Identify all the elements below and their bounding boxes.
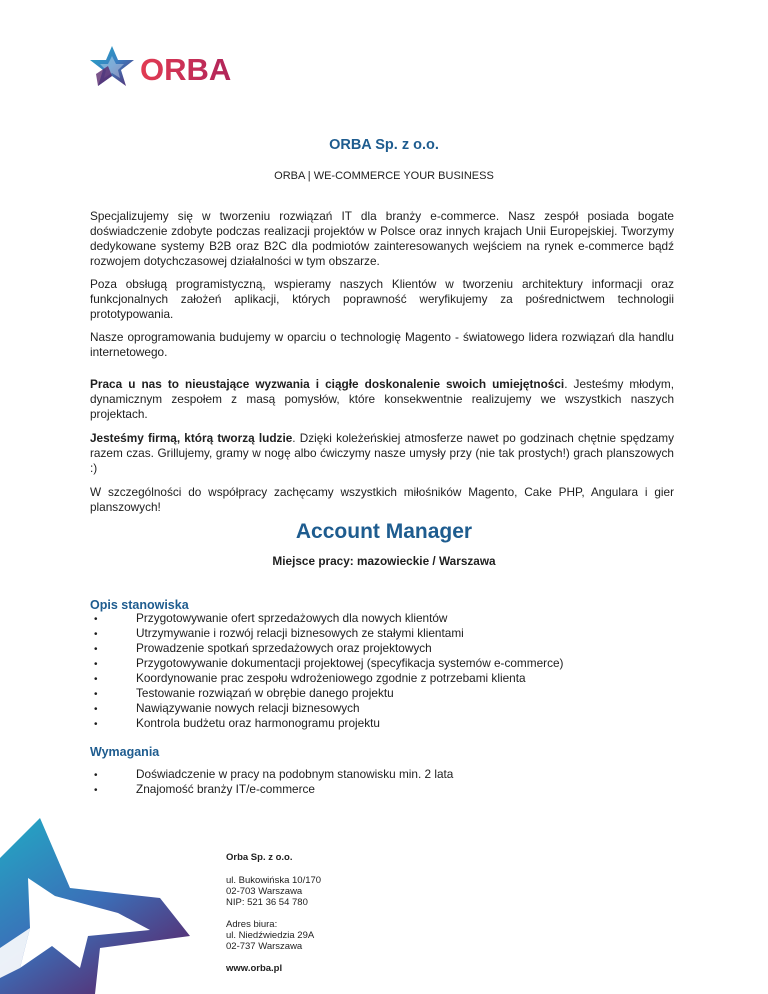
- footer-website-link[interactable]: www.orba.pl: [226, 963, 283, 974]
- list-item: • Doświadczenie w pracy na podobnym stanowisku min. 2 lata: [90, 767, 453, 782]
- star-decoration-icon: [0, 818, 220, 994]
- list-item: • Znajomość branży IT/e-commerce: [90, 782, 453, 797]
- intro-paragraph-3: Nasze oprogramowania budujemy w oparciu o technologię Magento - światowego lidera rozwiązań dla handlu internetowego.: [90, 330, 674, 359]
- footer-office-line: 02-737 Warszawa: [226, 941, 303, 952]
- footer-address: [226, 875, 321, 908]
- company-tagline: ORBA | WE-COMMERCE YOUR BUSINESS: [274, 170, 494, 182]
- opis-list: [90, 611, 563, 731]
- footer-office: [226, 919, 321, 952]
- intro-paragraph-1: Specjalizujemy się w tworzeniu rozwiązań IT dla branży e-commerce. Nasz zespół posiada bogate doświadczenie zdobyte podczas realizacji projektów w Polsce oraz innych krajach Unii Europejskiej. Tworzymy dedykowane systemy B2B oraz B2C dla podmiotów zainteresowanych wejściem na rynek e-commerce bądź rozwojem dotychczasowej działalności w tym obszarze.: [90, 209, 674, 268]
- paragraph-4-rest: . Jesteśmy młodym, dynamicznym zespołem z masą pomysłów, które konsekwentnie realizujemy we wszystkich naszych projektach.: [90, 377, 674, 421]
- list-item: • Testowanie rozwiązań w obrębie danego projektu: [90, 686, 563, 701]
- wymagania-list: [90, 767, 453, 797]
- intro-paragraph-6: W szczególności do współpracy zachęcamy wszystkich miłośników Magento, Cake PHP, Angulara i gier planszowych!: [90, 485, 674, 514]
- list-item: • Utrzymywanie i rozwój relacji biznesowych ze stałymi klientami: [90, 626, 563, 641]
- section-heading-wymagania: Wymagania: [90, 745, 160, 759]
- footer-office-line: ul. Niedźwiedzia 29A: [226, 930, 315, 941]
- paragraph-5-bold: Jesteśmy firmą, którą tworzą ludzie: [90, 431, 293, 445]
- job-title: Account Manager: [295, 520, 473, 543]
- paragraph-4-bold: Praca u nas to nieustające wyzwania i ciągłe doskonalenie swoich umiejętności: [90, 377, 565, 391]
- orba-logo-wordmark: [140, 52, 240, 86]
- footer-nip: NIP: 521 36 54 780: [226, 897, 308, 908]
- footer-office-label: Adres biura:: [226, 919, 278, 930]
- list-item: • Nawiązywanie nowych relacji biznesowych: [90, 701, 563, 716]
- list-item: • Przygotowywanie dokumentacji projektowej (specyfikacja systemów e-commerce): [90, 656, 563, 671]
- list-item: • Kontrola budżetu oraz harmonogramu projektu: [90, 716, 563, 731]
- footer-star-decoration: [0, 818, 220, 994]
- svg-text:ORBA: ORBA: [140, 52, 232, 86]
- job-location: Miejsce pracy: mazowieckie / Warszawa: [272, 554, 496, 568]
- footer-contact: [226, 852, 321, 974]
- intro-paragraph-4: [90, 377, 674, 422]
- footer-address-line: 02-703 Warszawa: [226, 886, 303, 897]
- footer-address-line: ul. Bukowińska 10/170: [226, 875, 322, 886]
- company-title: ORBA Sp. z o.o.: [329, 137, 439, 153]
- list-item: • Koordynowanie prac zespołu wdrożeniowego zgodnie z potrzebami klienta: [90, 671, 563, 686]
- list-item: • Prowadzenie spotkań sprzedażowych oraz projektowych: [90, 641, 563, 656]
- paragraph-5-rest: . Dzięki koleżeńskiej atmosferze nawet po godzinach chętnie spędzamy razem czas. Grillujemy, gramy w nogę albo ćwiczymy nasze umysły przy (nie tak prostych!) grach planszowych :): [90, 431, 674, 475]
- intro-paragraph-2: Poza obsługą programistyczną, wspieramy naszych Klientów w tworzeniu architektury informacji oraz funkcjonalnych założeń aplikacji, których poprawność weryfikujemy za pośrednictwem technologii prototypowania.: [90, 277, 674, 321]
- orba-wordmark-icon: [140, 52, 240, 86]
- section-heading-opis: Opis stanowiska: [90, 598, 189, 612]
- footer-company-name: Orba Sp. z o.o.: [226, 852, 293, 863]
- intro-paragraph-5: [90, 431, 674, 476]
- list-item: • Przygotowywanie ofert sprzedażowych dla nowych klientów: [90, 611, 563, 626]
